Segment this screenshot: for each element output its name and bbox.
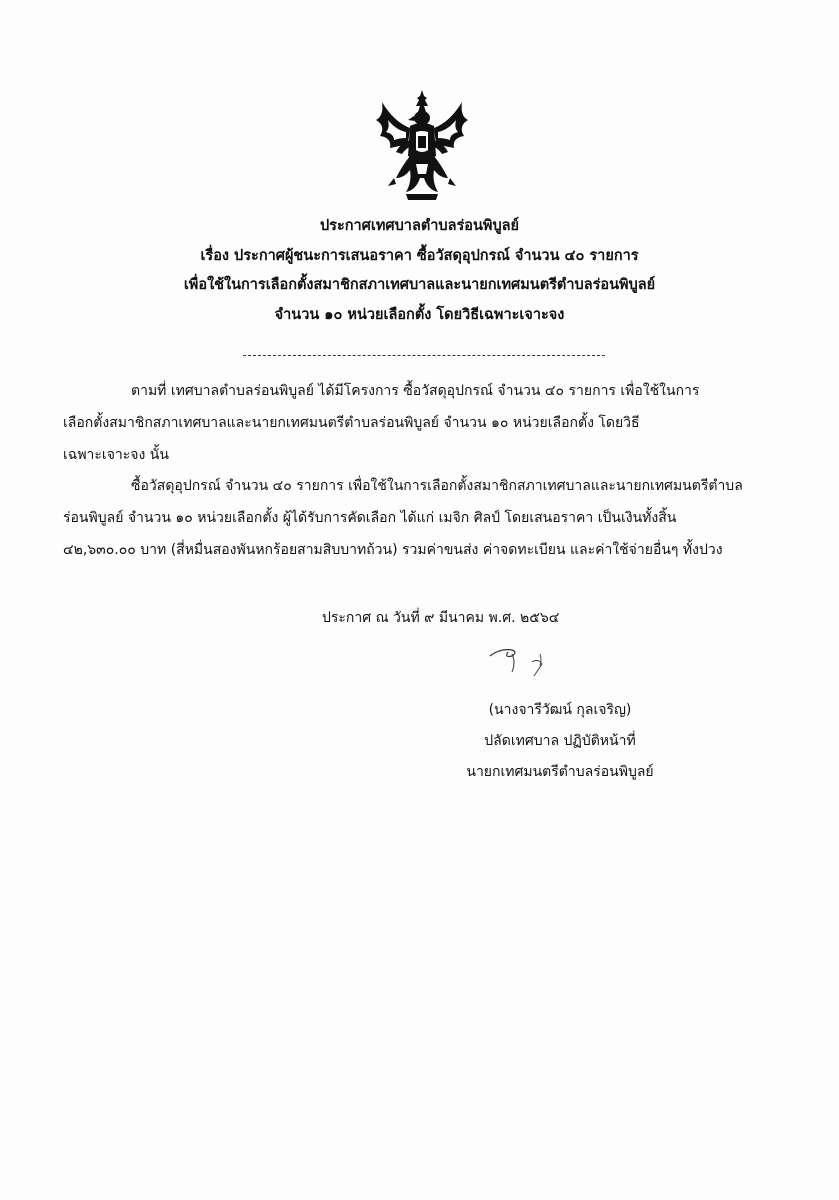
paragraph-2-line: ๔๒,๖๓๐.๐๐ บาท (สี่หมื่นสองพันหกร้อยสามสิบบาทถ้วน) รวมค่าขนส่ง ค่าจดทะเบียน และค่าใช้จ่ายอื่นๆ ทั้งปวง xyxy=(63,542,723,558)
signatory-block xyxy=(430,695,690,788)
paragraph-2 xyxy=(63,470,783,566)
header-purpose: เพื่อใช้ในการเลือกตั้งสมาชิกสภาเทศบาลและนายกเทศมนตรีตำบลร่อนพิบูลย์ xyxy=(183,277,656,293)
header-title: ประกาศเทศบาลตำบลร่อนพิบูลย์ xyxy=(319,218,520,234)
announcement-date: ประกาศ ณ วันที่ ๙ มีนาคม พ.ศ. ๒๕๖๔ xyxy=(322,610,560,626)
paragraph-1-line: ตามที่ เทศบาลตำบลร่อนพิบูลย์ ได้มีโครงการ ซื้อวัสดุอุปกรณ์ จำนวน ๔๐ รายการ เพื่อใช้ในการ xyxy=(131,383,700,399)
header-divider xyxy=(243,355,605,356)
signatory-name: (นางจารีวัฒน์ กุลเจริญ) xyxy=(488,702,632,718)
header-method: จำนวน ๑๐ หน่วยเลือกตั้ง โดยวิธีเฉพาะเจาะจง xyxy=(274,306,565,323)
announcement-header xyxy=(0,212,839,330)
header-subject: เรื่อง ประกาศผู้ชนะการเสนอราคา ซื้อวัสดุอุปกรณ์ จำนวน ๔๐ รายการ xyxy=(200,247,639,264)
paragraph-1 xyxy=(63,375,783,471)
signatory-position: ปลัดเทศบาล ปฏิบัติหน้าที่ xyxy=(484,733,636,749)
paragraph-2-line: ร่อนพิบูลย์ จำนวน ๑๐ หน่วยเลือกตั้ง ผู้ได้รับการคัดเลือก ได้แก่ เมจิก ศิลป์ โดยเสนอราคา เป็นเงินทั้งสิ้น xyxy=(63,510,677,526)
garuda-emblem-icon xyxy=(366,86,478,206)
paragraph-1-line: เลือกตั้งสมาชิกสภาเทศบาลและนายกเทศมนตรีตำบลร่อนพิบูลย์ จำนวน ๑๐ หน่วยเลือกตั้ง โดยวิธี xyxy=(63,415,640,431)
signatory-position: นายกเทศมนตรีตำบลร่อนพิบูลย์ xyxy=(466,764,654,780)
handwritten-signature xyxy=(482,640,562,682)
paragraph-2-line: ซื้อวัสดุอุปกรณ์ จำนวน ๔๐ รายการ เพื่อใช้ในการเลือกตั้งสมาชิกสภาเทศบาลและนายกเทศมนตรีตำบล xyxy=(131,478,743,494)
paragraph-1-line: เฉพาะเจาะจง นั้น xyxy=(63,447,169,463)
